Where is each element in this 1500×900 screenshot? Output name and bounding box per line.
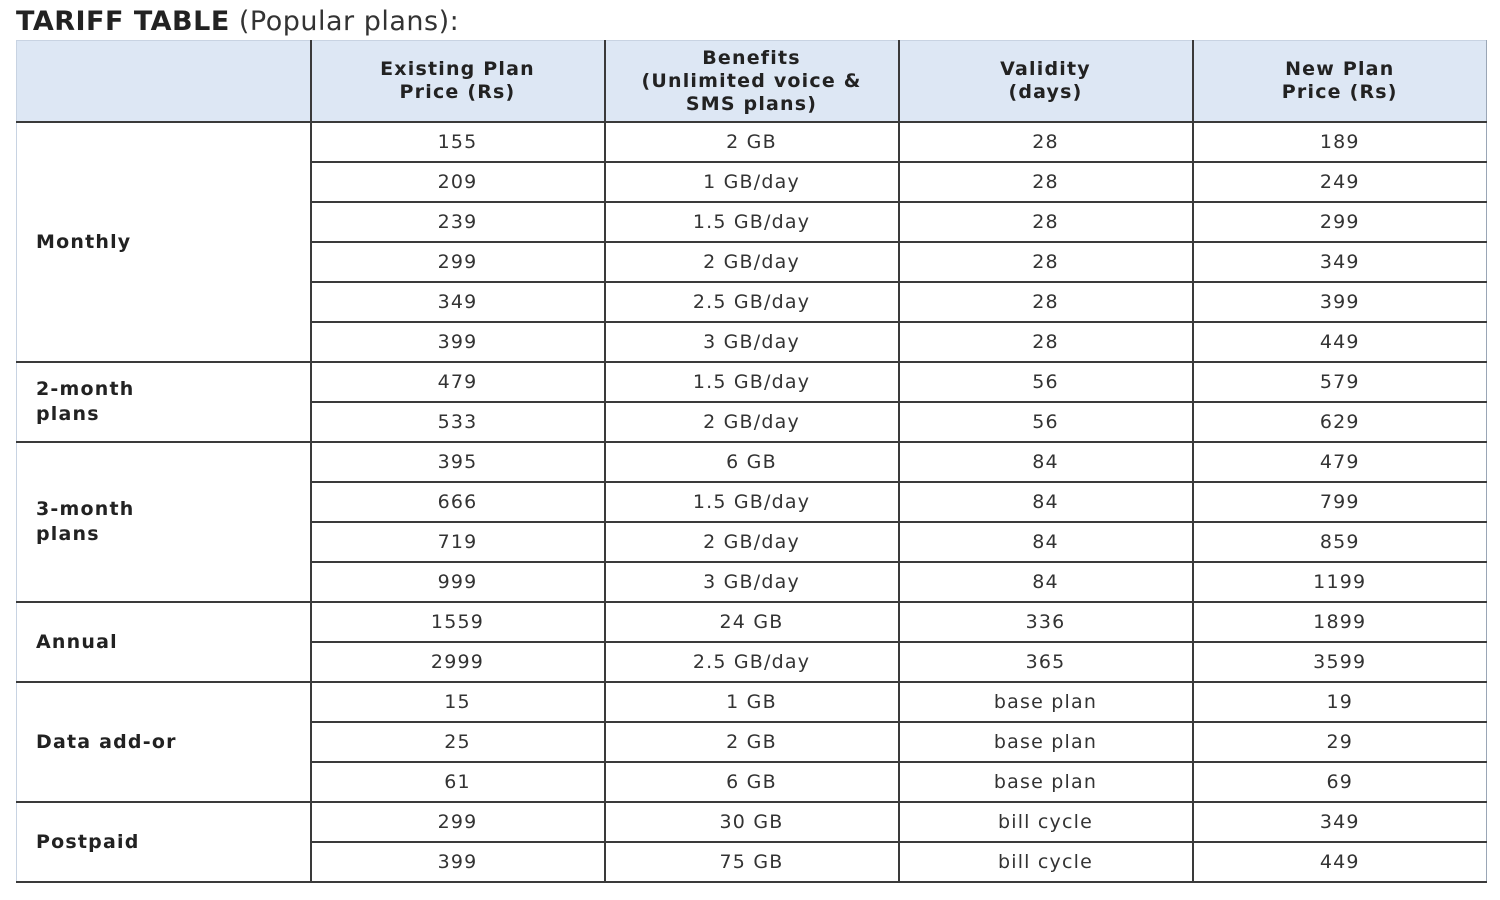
cell-new-price: 189 [1193,122,1487,162]
cell-benefits: 6 GB [605,442,899,482]
cell-benefits: 1.5 GB/day [605,482,899,522]
cell-benefits: 2.5 GB/day [605,282,899,322]
cell-validity: bill cycle [899,842,1193,882]
cell-new-price: 1899 [1193,602,1487,642]
tariff-table [16,40,1487,883]
cell-benefits: 2 GB/day [605,242,899,282]
cell-benefits: 1 GB/day [605,162,899,202]
cell-benefits: 1 GB [605,682,899,722]
cell-new-price: 29 [1193,722,1487,762]
plan-group-label: Monthly [17,122,311,362]
cell-new-price: 1199 [1193,562,1487,602]
cell-validity: bill cycle [899,802,1193,842]
cell-validity: 28 [899,242,1193,282]
table-row [17,682,1487,722]
cell-benefits: 24 GB [605,602,899,642]
cell-benefits: 2 GB [605,122,899,162]
cell-benefits: 75 GB [605,842,899,882]
cell-validity: 28 [899,162,1193,202]
cell-existing-price: 666 [311,482,605,522]
cell-validity: 28 [899,282,1193,322]
cell-validity: 56 [899,402,1193,442]
cell-validity: base plan [899,762,1193,802]
plan-group-label: Data add-or [17,682,311,802]
cell-existing-price: 61 [311,762,605,802]
cell-validity: 28 [899,202,1193,242]
cell-benefits: 1.5 GB/day [605,362,899,402]
table-row [17,802,1487,842]
cell-existing-price: 299 [311,242,605,282]
plan-group-label: Annual [17,602,311,682]
cell-validity: 84 [899,442,1193,482]
cell-validity: 84 [899,522,1193,562]
cell-existing-price: 299 [311,802,605,842]
cell-existing-price: 399 [311,322,605,362]
cell-existing-price: 2999 [311,642,605,682]
cell-new-price: 579 [1193,362,1487,402]
cell-existing-price: 239 [311,202,605,242]
table-row [17,362,1487,402]
cell-existing-price: 155 [311,122,605,162]
cell-existing-price: 999 [311,562,605,602]
cell-new-price: 479 [1193,442,1487,482]
cell-new-price: 449 [1193,322,1487,362]
cell-existing-price: 395 [311,442,605,482]
cell-existing-price: 15 [311,682,605,722]
cell-new-price: 69 [1193,762,1487,802]
cell-new-price: 799 [1193,482,1487,522]
cell-benefits: 3 GB/day [605,322,899,362]
cell-validity: 365 [899,642,1193,682]
cell-new-price: 859 [1193,522,1487,562]
cell-existing-price: 25 [311,722,605,762]
cell-existing-price: 533 [311,402,605,442]
cell-new-price: 629 [1193,402,1487,442]
plan-group-label: 2-month plans [17,362,311,442]
header-new-price: New Plan Price (Rs) [1193,41,1487,123]
table-row [17,602,1487,642]
cell-new-price: 399 [1193,282,1487,322]
cell-benefits: 2.5 GB/day [605,642,899,682]
cell-new-price: 299 [1193,202,1487,242]
cell-new-price: 349 [1193,802,1487,842]
cell-existing-price: 1559 [311,602,605,642]
cell-benefits: 2 GB [605,722,899,762]
cell-benefits: 30 GB [605,802,899,842]
header-blank [17,41,311,123]
page-title [16,4,459,40]
table-row [17,122,1487,162]
cell-new-price: 349 [1193,242,1487,282]
header-validity: Validity (days) [899,41,1193,123]
title-main: TARIFF TABLE [16,6,230,37]
cell-benefits: 2 GB/day [605,522,899,562]
cell-validity: base plan [899,722,1193,762]
table-header-row [17,41,1487,123]
cell-new-price: 249 [1193,162,1487,202]
table-row [17,442,1487,482]
cell-validity: 28 [899,322,1193,362]
cell-new-price: 19 [1193,682,1487,722]
cell-validity: 84 [899,562,1193,602]
cell-existing-price: 479 [311,362,605,402]
cell-validity: 84 [899,482,1193,522]
cell-benefits: 2 GB/day [605,402,899,442]
plan-group-label: 3-month plans [17,442,311,602]
cell-new-price: 3599 [1193,642,1487,682]
table-body [17,122,1487,882]
title-subtitle: (Popular plans): [229,6,460,37]
cell-benefits: 1.5 GB/day [605,202,899,242]
cell-new-price: 449 [1193,842,1487,882]
cell-existing-price: 349 [311,282,605,322]
cell-validity: 56 [899,362,1193,402]
cell-benefits: 3 GB/day [605,562,899,602]
header-benefits: Benefits (Unlimited voice & SMS plans) [605,41,899,123]
cell-existing-price: 209 [311,162,605,202]
header-existing-price: Existing Plan Price (Rs) [311,41,605,123]
cell-validity: 28 [899,122,1193,162]
cell-existing-price: 719 [311,522,605,562]
cell-existing-price: 399 [311,842,605,882]
cell-validity: 336 [899,602,1193,642]
cell-benefits: 6 GB [605,762,899,802]
cell-validity: base plan [899,682,1193,722]
tariff-table-wrapper [16,40,1486,883]
plan-group-label: Postpaid [17,802,311,882]
